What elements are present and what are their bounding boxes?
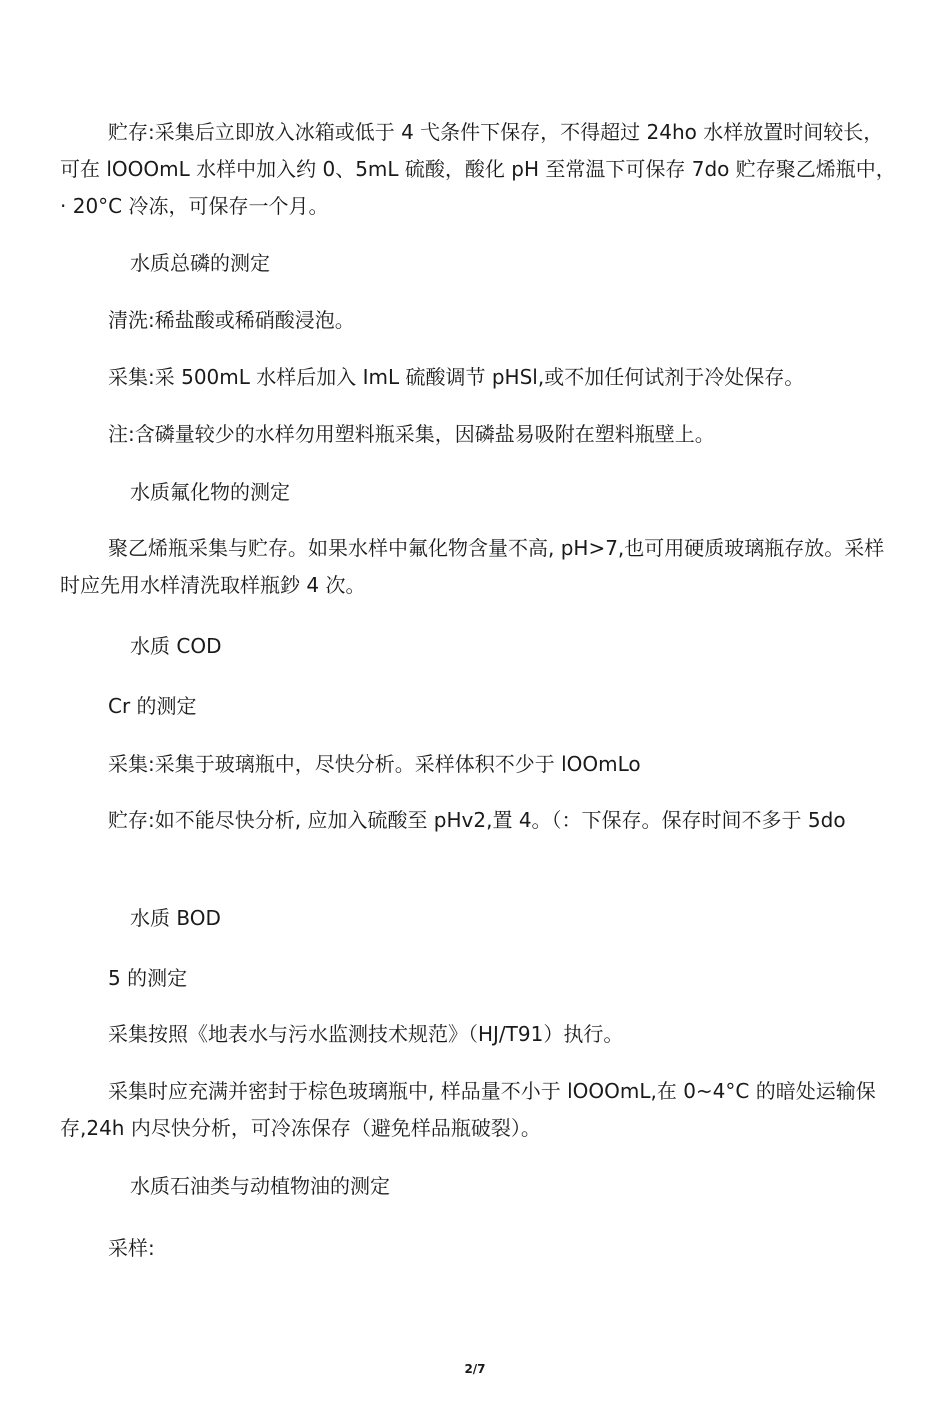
paragraph-sampling: 采样: — [108, 1236, 155, 1260]
paragraph-bod-standard: 采集按照《地表水与污水监测技术规范》（HJ/T91）执行。 — [108, 1022, 624, 1046]
paragraph-cleaning: 清洗:稀盐酸或稀硝酸浸泡。 — [108, 308, 355, 332]
page-number: 2/7 — [464, 1362, 486, 1376]
paragraph-bod-collection: 采集时应充满并密封于棕色玻璃瓶中, 样品量不小于 lOOOmL,在 0~4°C 的暗处运输保存,24h 内尽快分析，可冷冻保存（避免样品瓶破裂）。 — [60, 1079, 876, 1140]
paragraph-collection-phosphorus: 采集:采 500mL 水样后加入 ImL 硫酸调节 pHSl,或不加任何试剂于冷处保存。 — [108, 365, 805, 389]
paragraph-storage: 贮存:采集后立即放入冰箱或低于 4 弋条件下保存，不得超过 24ho 水样放置时间较长，可在 lOOOmL 水样中加入约 0、5mL 硫酸，酸化 pH 至常温下可保存 7do 贮存聚乙烯瓶中，· 20°C 冷冻，可保存一个月。 — [60, 120, 886, 218]
heading-total-phosphorus: 水质总磷的测定 — [130, 251, 270, 275]
paragraph-fluoride-storage: 聚乙烯瓶采集与贮存。如果水样中氟化物含量不高, pH>7,也可用硬质玻璃瓶存放。采样时应先用水样清洗取样瓶鈔 4 次。 — [60, 536, 885, 597]
heading-cod-cr: Cr 的测定 — [108, 694, 197, 718]
heading-cod: 水质 COD — [130, 634, 222, 658]
paragraph-cod-collection: 采集:采集于玻璃瓶中，尽快分析。采样体积不少于 lOOmLo — [108, 752, 641, 776]
paragraph-cod-storage: 贮存:如不能尽快分析, 应加入硫酸至 pHv2,置 4。（：下保存。保存时间不多于 5do — [108, 808, 846, 832]
heading-bod5: 5 的测定 — [108, 966, 188, 990]
heading-petroleum-oils: 水质石油类与动植物油的测定 — [130, 1174, 390, 1198]
paragraph-note-phosphorus: 注:含磷量较少的水样勿用塑料瓶采集，因磷盐易吸附在塑料瓶壁上。 — [108, 422, 715, 446]
heading-fluoride: 水质氟化物的测定 — [130, 480, 290, 504]
heading-bod: 水质 BOD — [130, 906, 221, 930]
